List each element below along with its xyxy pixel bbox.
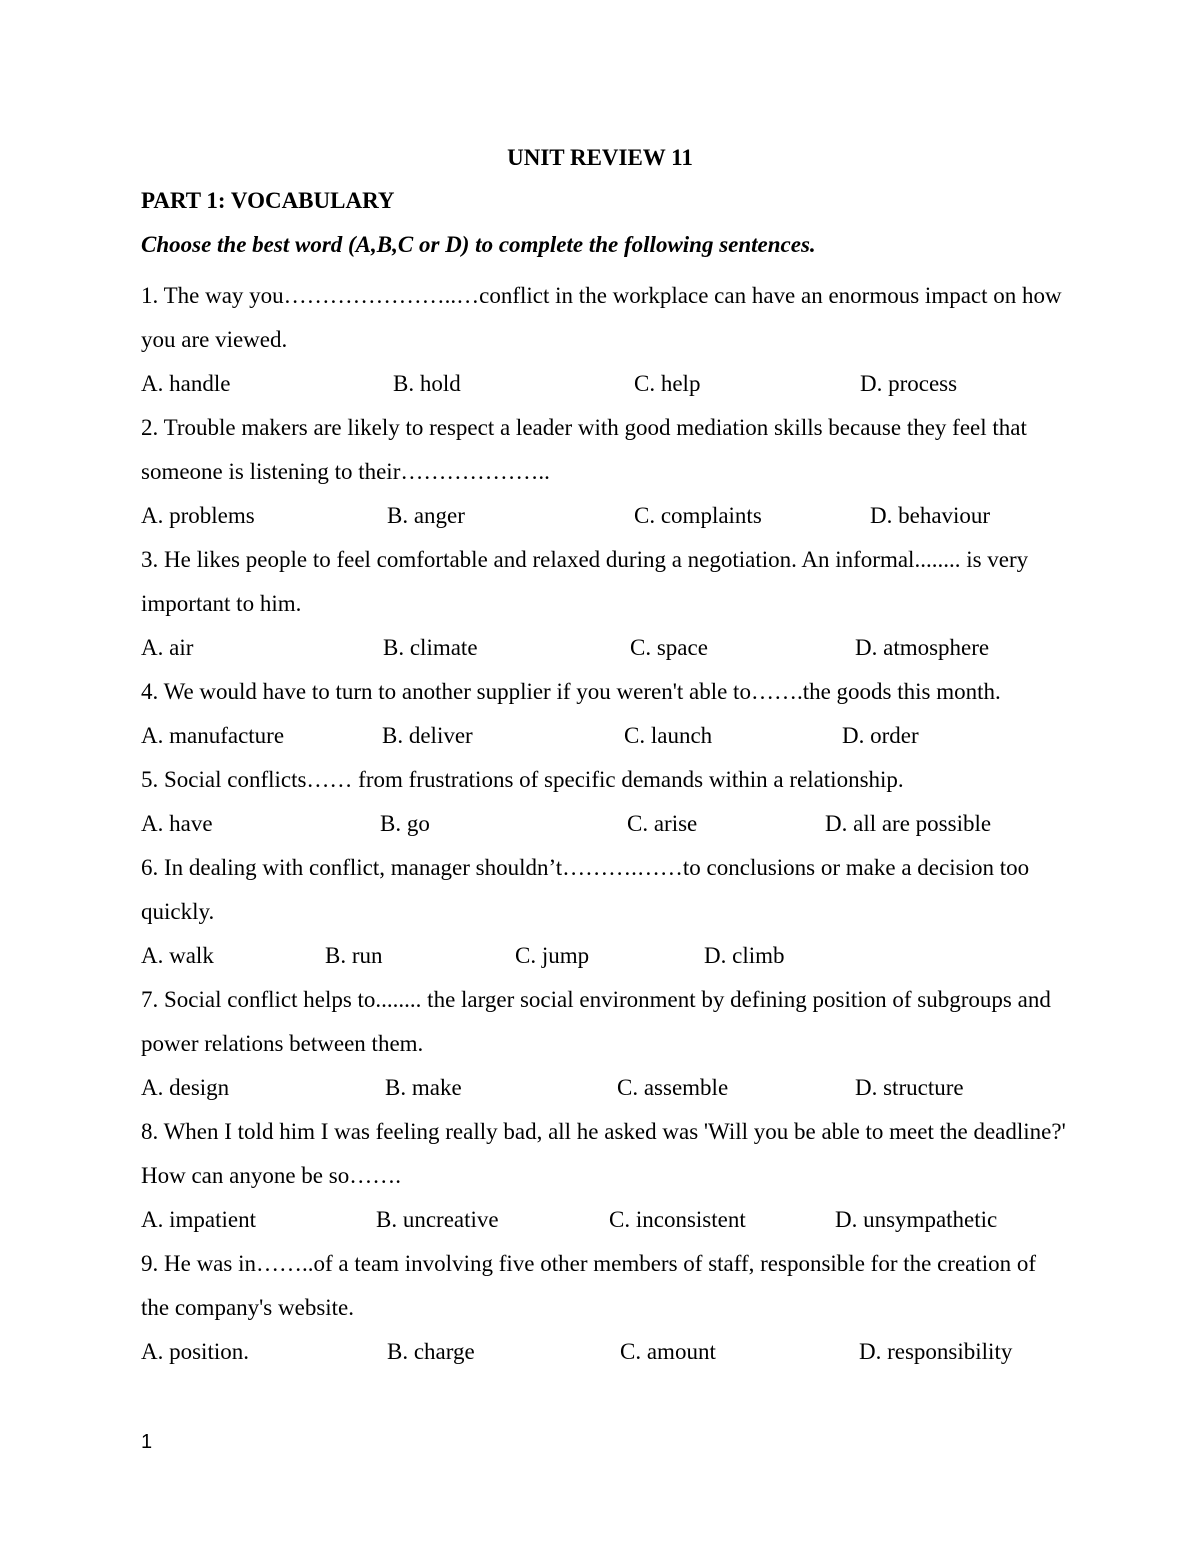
option-b: B. run — [325, 943, 383, 968]
question-stem: 5. Social conflicts…… from frustrations of specific demands within a relationship. — [141, 767, 904, 792]
option-b: B. go — [380, 811, 430, 836]
option-c: C. assemble — [617, 1075, 729, 1100]
question-2 — [141, 406, 1071, 538]
question-6 — [141, 846, 1071, 978]
question-3 — [141, 538, 1071, 670]
question-stem: 7. Social conflict helps to........ the larger social environment by defining position of subgroups and power relations between them. — [141, 987, 1051, 1056]
option-b: B. uncreative — [376, 1207, 499, 1232]
answer-options — [141, 626, 1066, 670]
answer-options — [141, 714, 1066, 758]
option-a: A. air — [141, 635, 194, 660]
option-c: C. complaints — [634, 503, 762, 528]
option-c: C. amount — [620, 1339, 716, 1364]
option-a: A. problems — [141, 503, 255, 528]
question-9 — [141, 1242, 1071, 1374]
answer-options — [141, 362, 1066, 406]
question-stem: 9. He was in……..of a team involving five other members of staff, responsible for the creation of the company's website. — [141, 1251, 1037, 1320]
question-stem: 3. He likes people to feel comfortable and relaxed during a negotiation. An informal........ is very important to him. — [141, 547, 1029, 616]
option-d: D. atmosphere — [855, 635, 990, 660]
option-a: A. manufacture — [141, 723, 285, 748]
option-d: D. structure — [855, 1075, 964, 1100]
option-c: C. arise — [627, 811, 698, 836]
option-d: D. process — [860, 371, 958, 396]
option-a: A. impatient — [141, 1207, 256, 1232]
option-a: A. handle — [141, 371, 231, 396]
option-c: C. inconsistent — [609, 1207, 746, 1232]
part-heading: PART 1: VOCABULARY — [141, 188, 395, 213]
answer-options — [141, 494, 1066, 538]
question-stem: 1. The way you…………………..…conflict in the workplace can have an enormous impact on how you are viewed. — [141, 283, 1062, 352]
question-5 — [141, 758, 1071, 846]
option-b: B. hold — [393, 371, 461, 396]
option-c: C. launch — [624, 723, 713, 748]
answer-options — [141, 802, 1066, 846]
question-stem: 2. Trouble makers are likely to respect a leader with good mediation skills because they feel that someone is listening to their……………….. — [141, 415, 1027, 484]
page-number: 1 — [141, 1431, 153, 1453]
option-d: D. climb — [704, 943, 785, 968]
option-d: D. all are possible — [825, 811, 992, 836]
page-title: UNIT REVIEW 11 — [507, 145, 693, 170]
question-stem: 6. In dealing with conflict, manager shouldn’t……….……to conclusions or make a decision too quickly. — [141, 855, 1030, 924]
option-d: D. responsibility — [859, 1339, 1013, 1364]
answer-options — [141, 1066, 1066, 1110]
option-b: B. climate — [383, 635, 478, 660]
option-d: D. order — [842, 723, 919, 748]
question-stem: 8. When I told him I was feeling really bad, all he asked was 'Will you be able to meet the deadline?' How can anyone be so……. — [141, 1119, 1066, 1188]
option-b: B. charge — [387, 1339, 475, 1364]
option-c: C. space — [630, 635, 708, 660]
option-a: A. position. — [141, 1339, 249, 1364]
question-7 — [141, 978, 1071, 1110]
option-a: A. walk — [141, 943, 214, 968]
option-d: D. behaviour — [870, 503, 991, 528]
question-8 — [141, 1110, 1071, 1242]
question-list — [141, 274, 1071, 1374]
question-1 — [141, 274, 1071, 406]
question-4 — [141, 670, 1071, 758]
option-b: B. deliver — [382, 723, 473, 748]
answer-options — [141, 1330, 1066, 1374]
option-d: D. unsympathetic — [835, 1207, 998, 1232]
answer-options — [141, 1198, 1066, 1242]
option-b: B. anger — [387, 503, 465, 528]
answer-options — [141, 934, 1066, 978]
instruction-text: Choose the best word (A,B,C or D) to complete the following sentences. — [141, 232, 816, 257]
option-c: C. jump — [515, 943, 590, 968]
option-a: A. design — [141, 1075, 230, 1100]
option-b: B. make — [385, 1075, 462, 1100]
option-a: A. have — [141, 811, 213, 836]
option-c: C. help — [634, 371, 701, 396]
question-stem: 4. We would have to turn to another supplier if you weren't able to…….the goods this month. — [141, 679, 1001, 704]
